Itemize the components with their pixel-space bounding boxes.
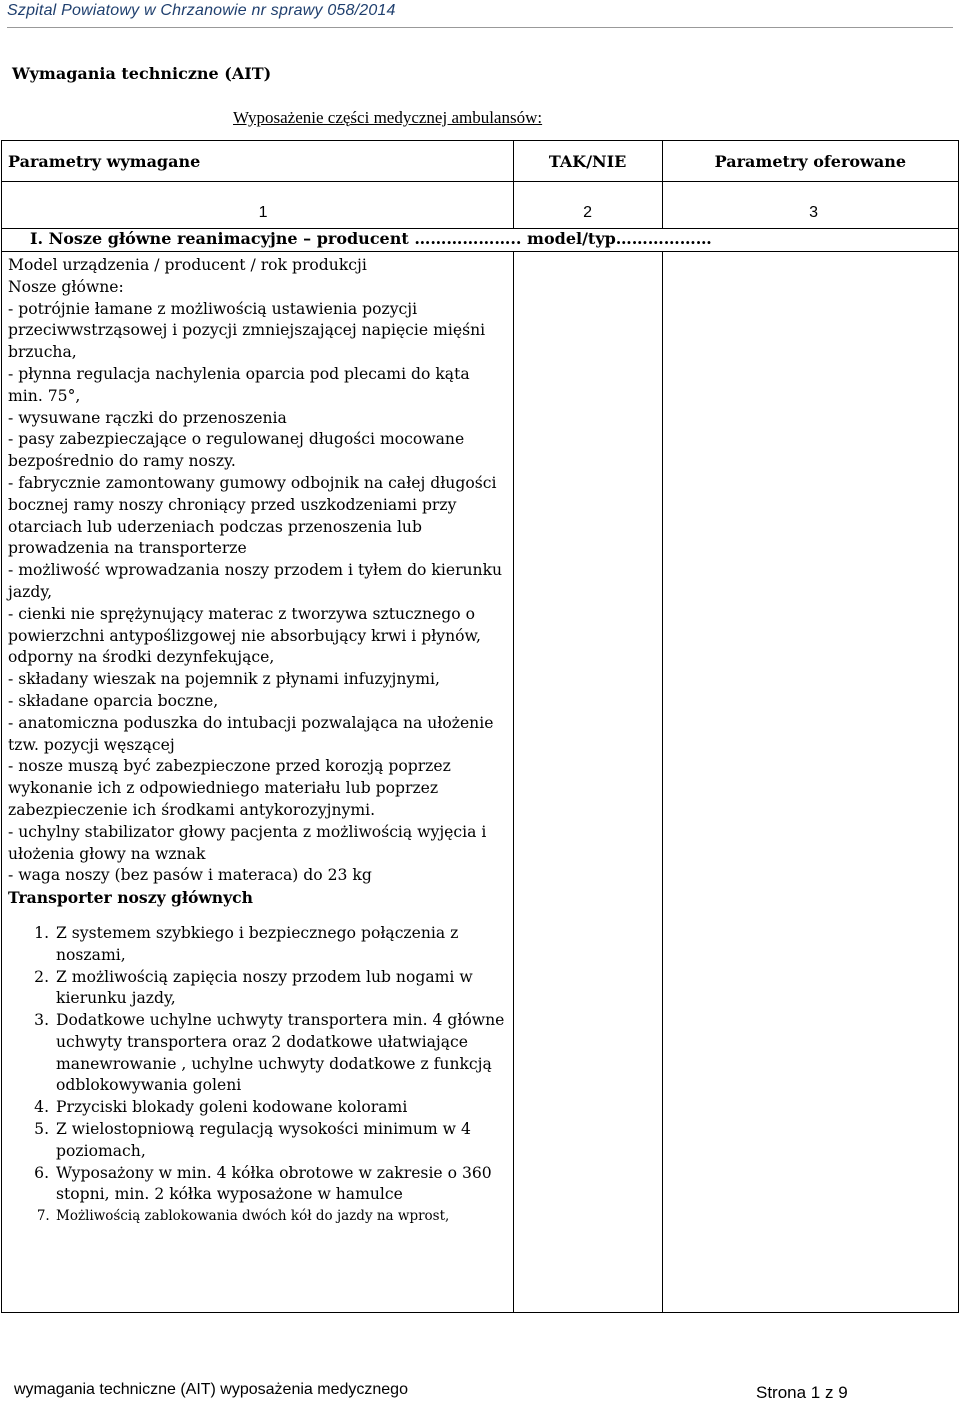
header-required-params: Parametry wymagane: [2, 141, 514, 182]
spec-body-row: [2, 252, 959, 1313]
transporter-title: Transporter noszy głównych: [8, 888, 254, 908]
column-number-row: [2, 182, 959, 229]
list-item: 6. Wyposażony w min. 4 kółka obrotowe w zakresie o 360 stopni, min. 2 kółka wyposażone w hamulce: [54, 1163, 509, 1207]
footer-doc-name: wymagania techniczne (AIT) wyposażenia medycznego: [14, 1381, 408, 1398]
spec-line: - nosze muszą być zabezpieczone przed korozją poprzez wykonanie ich z odpowiedniego materiału lub poprzez zabezpieczenie ich środkami antykorozyjnymi.: [8, 757, 451, 819]
yes-no-cell[interactable]: [513, 252, 662, 1313]
spec-line: - składane oparcia boczne,: [8, 691, 219, 710]
running-header: Szpital Powiatowy w Chrzanowie nr sprawy 058/2014: [7, 2, 396, 19]
column-number-3: 3: [662, 182, 958, 229]
spec-line: - możliwość wprowadzania noszy przodem i tyłem do kierunku jazdy,: [8, 561, 503, 601]
document-title: Wymagania techniczne (AIT): [12, 64, 272, 83]
list-item: 4. Przyciski blokady goleni kodowane kolorami: [54, 1097, 509, 1119]
list-item: 1. Z systemem szybkiego i bezpiecznego połączenia z noszami,: [54, 923, 509, 967]
required-params-cell: [2, 252, 514, 1313]
list-item: 3. Dodatkowe uchylne uchwyty transportera min. 4 główne uchwyty transportera oraz 2 dodatkowe ułatwiające manewrowanie , uchylne uchwyty dodatkowe z funkcją odblokowywania goleni: [54, 1010, 509, 1097]
section-row: [2, 229, 959, 252]
offered-params-cell[interactable]: [662, 252, 958, 1313]
spec-line: - waga noszy (bez pasów i materaca) do 23 kg: [8, 866, 372, 885]
spec-line: - składany wieszak na pojemnik z płynami infuzyjnymi,: [8, 670, 440, 689]
spec-line: - uchylny stabilizator głowy pacjenta z możliwością wyjęcia i ułożenia głowy na wznak: [8, 822, 487, 863]
spec-line: - fabrycznie zamontowany gumowy odbojnik na całej długości bocznej ramy noszy chroniący przed uszkodzeniami przy otarciach lub uderzeniach podczas przenoszenia lub prowadzenia na transporterze: [8, 473, 497, 558]
document-subtitle: Wyposażenie części medycznej ambulansów:: [233, 108, 543, 127]
header-yes-no: TAK/NIE: [513, 141, 662, 182]
footer-page-number: Strona 1 z 9: [756, 1383, 848, 1402]
header-divider: [7, 27, 953, 28]
list-item: 5. Z wielostopniową regulacją wysokości minimum w 4 poziomach,: [54, 1119, 509, 1163]
spec-line: - wysuwane rączki do przenoszenia: [8, 408, 287, 427]
spec-line: - pasy zabezpieczające o regulowanej długości mocowane bezpośrednio do ramy noszy.: [8, 430, 465, 471]
spec-line: Model urządzenia / producent / rok produkcji: [8, 256, 367, 274]
spec-line: Nosze główne:: [8, 277, 124, 296]
spec-line: - płynna regulacja nachylenia oparcia pod plecami do kąta min. 75°,: [8, 364, 470, 405]
list-item: 7. Możliwością zablokowania dwóch kół do jazdy na wprost,: [54, 1206, 509, 1228]
spec-line: - anatomiczna poduszka do intubacji pozwalająca na ułożenie tzw. pozycji węszącej: [8, 713, 494, 754]
spec-line: - potrójnie łamane z możliwością ustawienia pozycji przeciwwstrząsowej i pozycji zmniejszającej napięcie mięśni brzucha,: [8, 299, 486, 362]
table-header-row: [2, 141, 959, 182]
list-item: 2. Z możliwością zapięcia noszy przodem lub nogami w kierunku jazdy,: [54, 967, 509, 1011]
header-offered-params: Parametry oferowane: [662, 141, 958, 182]
transporter-list: [8, 923, 509, 1228]
column-number-1: 1: [2, 182, 514, 229]
requirements-table: [1, 140, 959, 1313]
spec-line: - cienki nie sprężynujący materac z tworzywa sztucznego o powierzchni antypoślizgowej nie absorbujący krwi i płynów, odporny na środki dezynfekujące,: [8, 604, 481, 667]
column-number-2: 2: [513, 182, 662, 229]
section-title: I. Nosze główne reanimacyjne – producent ……………….. model/typ………………: [2, 229, 959, 252]
